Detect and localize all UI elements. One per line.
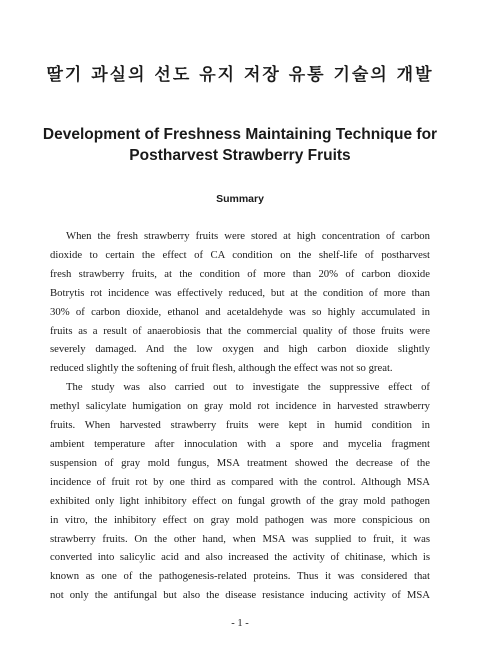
page-number: - 1 - [231,618,249,629]
body-line: methyl salicylate humigation on gray mold rot incidence in harvested strawberry [50,400,430,413]
english-title [20,124,460,166]
body-line: The study was also carried out to investigate the suppressive effect of [66,381,430,394]
body-line: fresh strawberry fruits, at the condition of more than 20% of carbon dioxide [50,267,430,280]
body-line: 30% of carbon dioxide, ethanol and acetaldehyde was so highly accumulated in [50,305,430,318]
body-line: exhibited only light inhibitory effect on fungal growth of the gray mold pathogen [50,494,430,507]
body-line: known as one of the pathogenesis-related proteins. Thus it was considered that [50,570,430,583]
body-line: not only the antifungal but also the disease resistance inducing activity of MSA [50,589,430,602]
body-line: in vitro, the inhibitory effect on gray mold pathogen was more conspicious on [50,513,430,526]
body-line: fruits. When harvested strawberry fruits were kept in humid condition in [50,419,430,432]
body-line: converted into salicylic acid and also increased the activity of chitinase, which is [50,551,430,564]
english-title-line-1: Development of Freshness Maintaining Technique for [42,126,438,143]
summary-body [50,227,430,605]
body-line: severely damaged. And the low oxygen and high carbon dioxide slightly [50,343,430,356]
body-line: Botrytis rot incidence was effectively reduced, but at the condition of more than [50,286,430,299]
body-line: strawberry fruits. On the other hand, when MSA was supplied to fruit, it was [50,532,430,545]
body-line: reduced slightly the softening of fruit flesh, although the effect was not so great. [50,362,393,375]
body-line: suspension of gray mold fungus, MSA treatment showed the decrease of the [50,456,430,469]
korean-title: 딸기 과실의 선도 유지 저장 유통 기술의 개발 [46,65,434,85]
body-line: ambient temperature after innoculation with a spore and mycelia fragment [50,437,430,450]
summary-heading: Summary [216,193,264,205]
english-title-line-2: Postharvest Strawberry Fruits [129,147,351,164]
body-line: dioxide to certain the effect of CA condition on the shelf-life of postharvest [50,248,430,261]
body-line: When the fresh strawberry fruits were stored at high concentration of carbon [66,230,430,242]
body-line: fruits as a result of anaerobiosis that the commercial quality of those fruits were [50,324,430,337]
body-line: incidence of fruit rot by one third as compared with the control. Although MSA [50,475,430,488]
